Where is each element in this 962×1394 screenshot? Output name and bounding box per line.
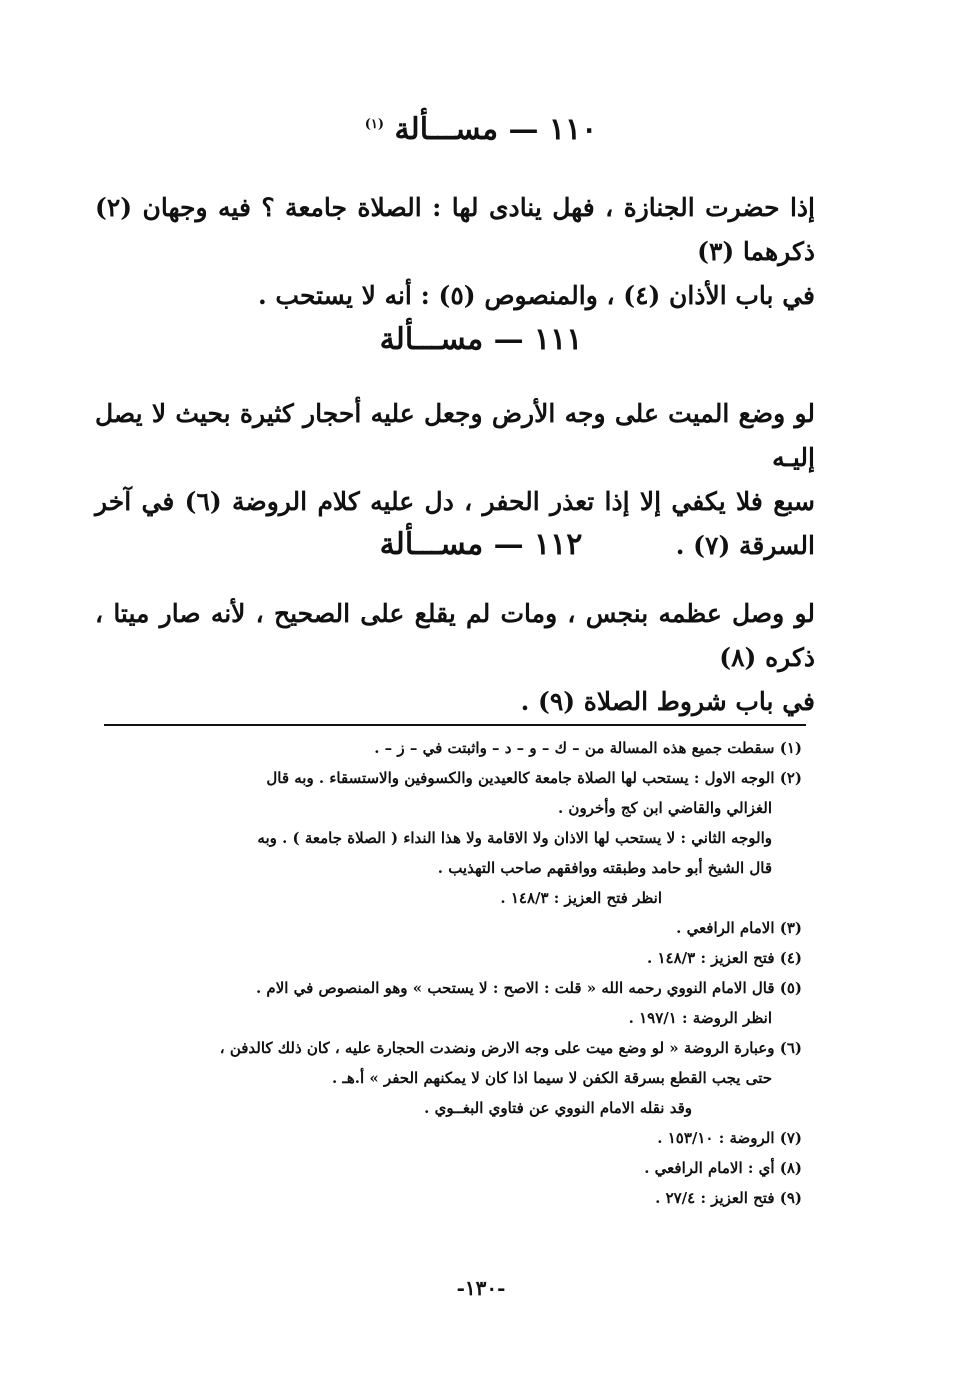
body-line: لو وضع الميت على وجه الأرض وجعل عليه أحجار كثيرة بحيث لا يصل إليـه [95,399,815,472]
footnote-line: (٦) وعبارة الروضة « لو وضع ميت على وجه الارض ونضدت الحجارة عليه ، كان ذلك كالدفن ، [219,1039,802,1057]
section-body-112 [95,592,815,724]
page-number: -١٣٠- [456,1276,506,1300]
section-body-110 [95,186,815,318]
footnotes [100,733,802,1213]
footnote-line: (٢) الوجه الاول : يستحب لها الصلاة جامعة كالعيدين والكسوفين والاستسقاء . وبه قال [266,769,802,787]
footnote-line: (٤) فتح العزيز : ١٤٨/٣ . [647,949,802,967]
footnote-line: والوجه الثاني : لا يستحب لها الاذان ولا الاقامة ولا هذا النداء ( الصلاة جامعة ) . وبه [257,829,772,847]
footnote-line: (٩) فتح العزيز : ٢٧/٤ . [655,1189,802,1207]
footnote-line: (٧) الروضة : ١٥٣/١٠ . [657,1129,802,1147]
body-line: في باب الأذان (٤) ، والمنصوص (٥) : أنه لا يستحب . [258,281,815,310]
footnote-line: (٣) الامام الرافعي . [676,919,802,937]
section-heading-112 [0,527,962,562]
footnote-line: (١) سقطت جميع هذه المسالة من – ك – و – د – واثبتت في – ز – . [374,739,802,757]
section-heading-110 [0,112,962,147]
footnote-line: انظر الروضة : ١٩٧/١ . [628,1009,772,1027]
footnote-line: انظر فتح العزيز : ١٤٨/٣ . [500,889,662,907]
body-line: لو وصل عظمه بنجس ، ومات لم يقلع على الصحيح ، لأنه صار ميتا ، ذكره (٨) [95,599,815,672]
heading-text: ١١١ — مســـألة [379,322,583,357]
footnote-line: قال الشيخ أبو حامد وطبقته ووافقهم صاحب التهذيب . [437,859,772,877]
heading-text: ١١٢ — مســـألة [379,527,583,562]
footnote-line: الغزالي والقاضي ابن كج وأخرون . [557,799,772,817]
heading-text: ١١٠ — مســـألة [394,112,598,147]
heading-footnote-marker: (١) [364,117,385,132]
footnote-divider [104,724,806,726]
body-line: في باب شروط الصلاة (٩) . [520,687,815,716]
body-line: سبع فلا يكفي إلا إذا تعذر الحفر ، دل عليه كلام الروضة (٦) في آخر السرقة (٧) . [95,487,815,560]
section-heading-111 [0,322,962,357]
footnote-line: (٥) قال الامام النووي رحمه الله « قلت : الاصح : لا يستحب » وهو المنصوص في الام . [255,979,802,997]
footnote-line: حتى يجب القطع بسرقة الكفن لا سيما اذا كان لا يمكنهم الحفر » أ.هـ . [331,1069,772,1087]
footnote-line: وقد نقله الامام النووي عن فتاوي البغــوي . [424,1099,692,1117]
footnote-line: (٨) أي : الامام الرافعي . [644,1159,802,1177]
body-line: إذا حضرت الجنازة ، فهل ينادى لها : الصلاة جامعة ؟ فيه وجهان (٢) ذكرهما (٣) [95,193,815,266]
